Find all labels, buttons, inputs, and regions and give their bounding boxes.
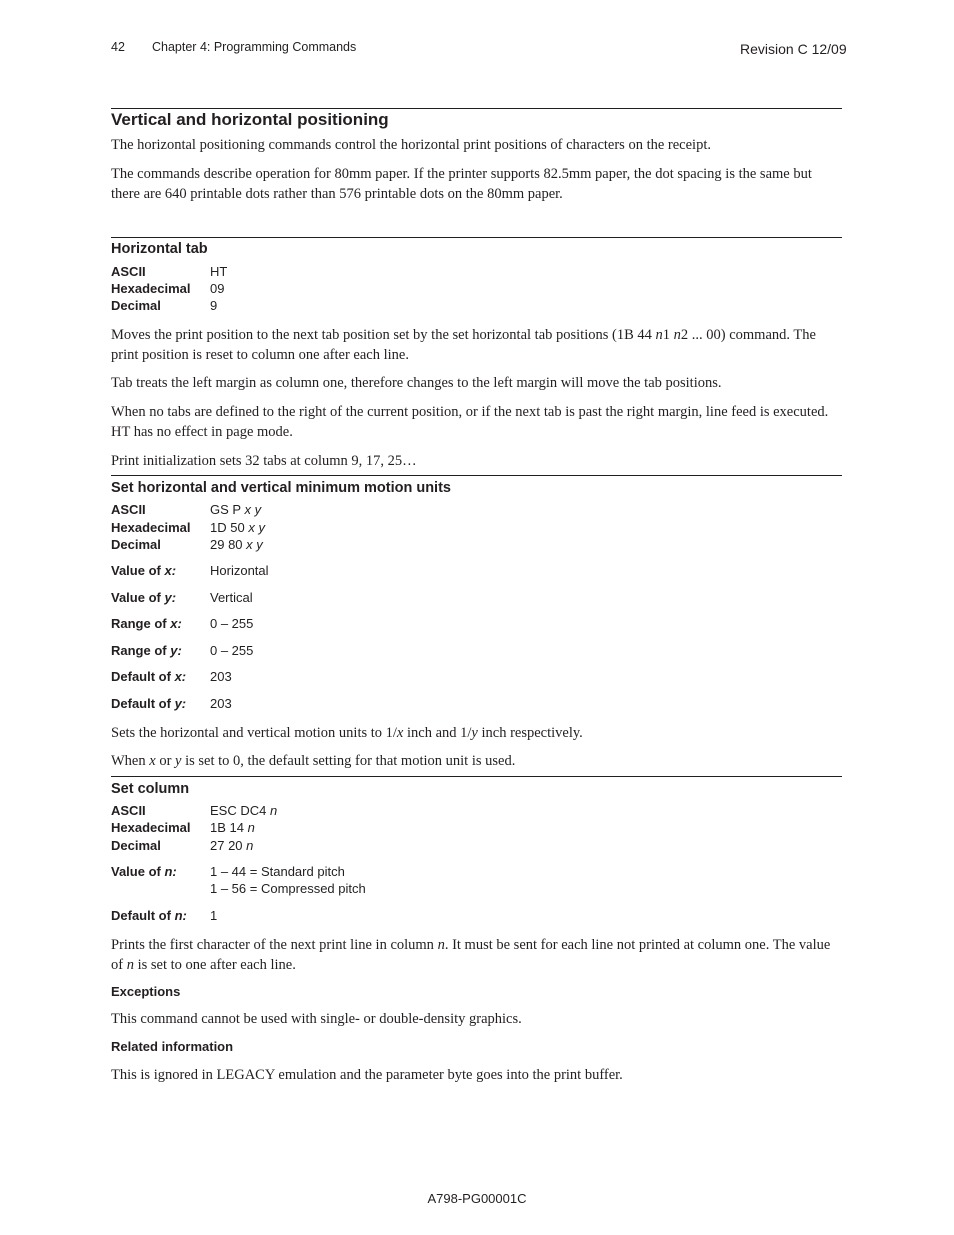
document-id: A798-PG00001C — [427, 1191, 527, 1206]
related-information-heading: Related information — [111, 1039, 234, 1054]
chapter-title: Chapter 4: Programming Commands — [152, 40, 357, 54]
section-divider — [111, 108, 842, 109]
sc-paragraph-1: Prints the first character of the next print line in column n. It must be sent for each line not printed at column one. The value of n is set to one after each line. — [111, 937, 831, 973]
ht-hex-value: 09 — [210, 281, 225, 296]
sc-default-n: 1 — [210, 908, 218, 923]
ht-ascii-value: HT — [210, 264, 228, 279]
ht-paragraph-2: Tab treats the left margin as column one, therefore changes to the left margin will move the tab positions. — [111, 375, 722, 391]
sc-default-n-label: Default of n: — [111, 908, 187, 923]
mu-range-y: 0 – 255 — [210, 643, 254, 658]
ht-ascii-label: ASCII — [111, 264, 146, 279]
mu-default-x: 203 — [210, 669, 232, 684]
sc-ascii-label: ASCII — [111, 803, 146, 818]
mu-default-y-label: Default of y: — [111, 696, 187, 711]
set-column-title: Set column — [111, 781, 190, 797]
revision-label: Revision C 12/09 — [740, 41, 847, 57]
mu-value-x-label: Value of x: — [111, 563, 177, 578]
mu-default-x-label: Default of x: — [111, 669, 187, 684]
mu-hex-label: Hexadecimal — [111, 520, 191, 535]
page-number: 42 — [111, 40, 125, 54]
section-title: Vertical and horizontal positioning — [111, 110, 389, 129]
ht-decimal-value: 9 — [210, 298, 218, 313]
mu-paragraph-1: Sets the horizontal and vertical motion units to 1/x inch and 1/y inch respectively. — [111, 725, 583, 741]
section-intro-2: The commands describe operation for 80mm paper. If the printer supports 82.5mm paper, the dot spacing is the same but there are 640 printable dots rather than 576 printable dots on the 80mm paper. — [111, 166, 812, 202]
mu-range-y-label: Range of y: — [111, 643, 182, 658]
ht-paragraph-4: Print initialization sets 32 tabs at column 9, 17, 25… — [111, 453, 417, 469]
sc-value-n-compressed: 1 – 56 = Compressed pitch — [210, 881, 366, 896]
mu-decimal-value: 29 80 x y — [210, 537, 263, 552]
exceptions-heading: Exceptions — [111, 984, 181, 999]
sc-ascii-value: ESC DC4 n — [210, 803, 278, 818]
mu-default-y: 203 — [210, 696, 232, 711]
mu-paragraph-2: When x or y is set to 0, the default setting for that motion unit is used. — [111, 753, 516, 769]
mu-value-y: Vertical — [210, 590, 253, 605]
exceptions-text: This command cannot be used with single- or double-density graphics. — [111, 1011, 522, 1027]
mu-ascii-label: ASCII — [111, 502, 146, 517]
motion-units-divider — [111, 475, 842, 476]
ht-hex-label: Hexadecimal — [111, 281, 191, 296]
ht-paragraph-1: Moves the print position to the next tab position set by the set horizontal tab positions (1B 44 n1 n2 ... 00) command. The print position is reset to column one after each line. — [111, 327, 816, 363]
mu-range-x: 0 – 255 — [210, 616, 254, 631]
related-information-text: This is ignored in LEGACY emulation and the parameter byte goes into the print buffer. — [111, 1067, 623, 1083]
sc-hex-value: 1B 14 n — [210, 820, 255, 835]
motion-units-title: Set horizontal and vertical minimum motion units — [111, 480, 451, 496]
horizontal-tab-divider — [111, 237, 842, 238]
mu-range-x-label: Range of x: — [111, 616, 182, 631]
horizontal-tab-title: Horizontal tab — [111, 241, 208, 257]
set-column-divider — [111, 776, 842, 777]
mu-hex-value: 1D 50 x y — [210, 520, 265, 535]
ht-paragraph-3: When no tabs are defined to the right of the current position, or if the next tab is past the right margin, line feed is executed. HT has no effect in page mode. — [111, 404, 829, 440]
section-intro-1: The horizontal positioning commands control the horizontal print positions of characters on the receipt. — [111, 137, 711, 153]
sc-hex-label: Hexadecimal — [111, 820, 191, 835]
sc-decimal-label: Decimal — [111, 838, 161, 853]
mu-decimal-label: Decimal — [111, 537, 161, 552]
sc-value-n-label: Value of n: — [111, 864, 177, 879]
mu-ascii-value: GS P x y — [210, 502, 262, 517]
mu-value-x: Horizontal — [210, 563, 269, 578]
ht-decimal-label: Decimal — [111, 298, 161, 313]
sc-value-n-standard: 1 – 44 = Standard pitch — [210, 864, 345, 879]
sc-decimal-value: 27 20 n — [210, 838, 254, 853]
mu-value-y-label: Value of y: — [111, 590, 177, 605]
